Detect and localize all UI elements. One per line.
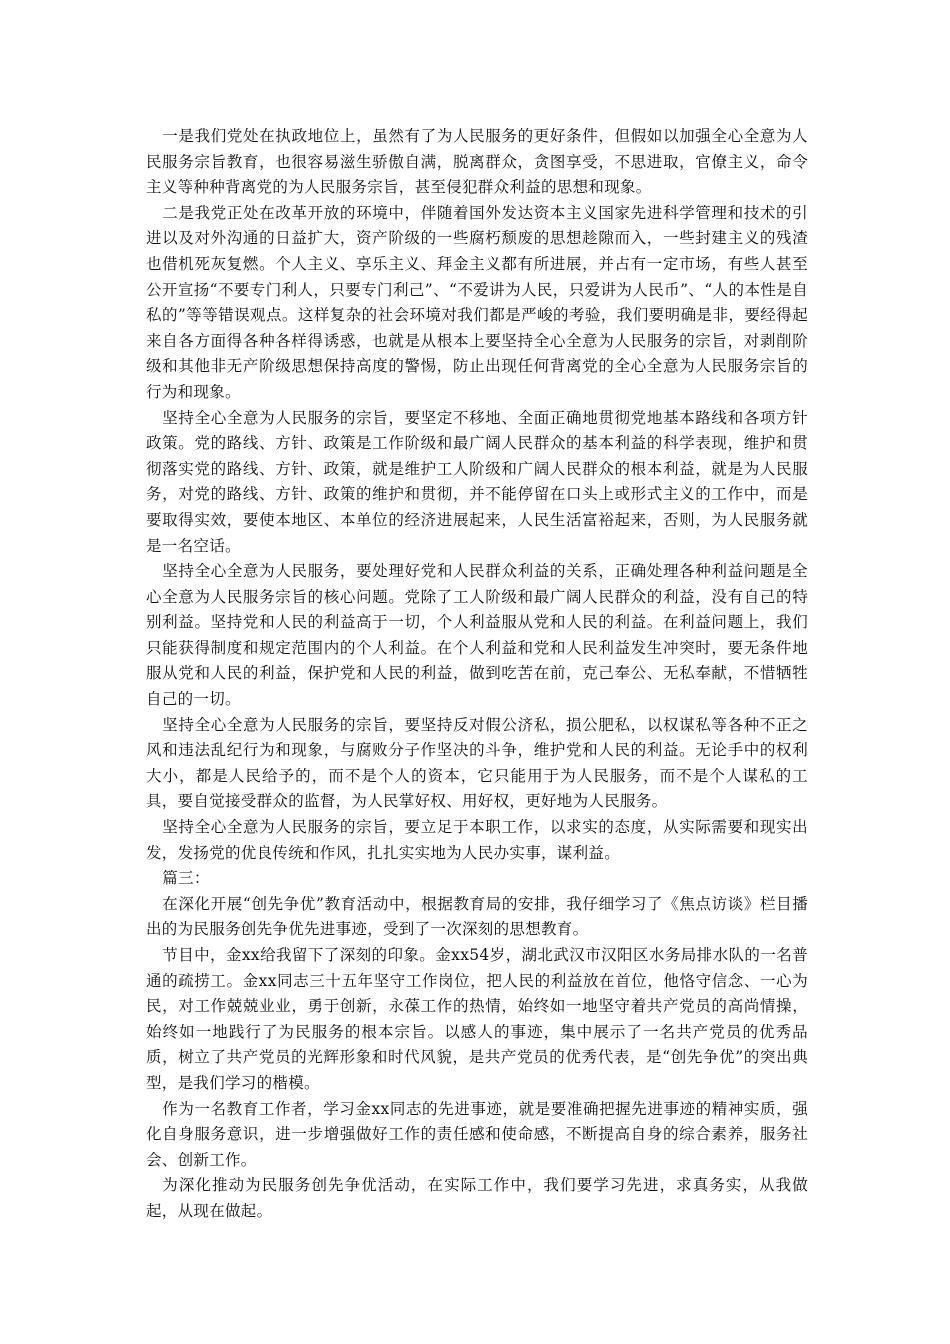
paragraph: 坚持全心全意为人民服务，要处理好党和人民群众利益的关系，正确处理各种利益问题是全心全意为人民服务宗旨的核心问题。党除了工人阶级和最广阔人民群众的利益，没有自己的特别利益。坚持党和人民的利益高于一切，个人利益服从党和人民的利益。在利益问题上，我们只能获得制度和规定范围内的个人利益。在个人利益和党和人民利益发生冲突时，要无条件地服从党和人民的利益，保护党和人民的利益，做到吃苦在前，克己奉公、无私奉献，不惜牺牲自己的一切。 bbox=[146, 562, 808, 709]
paragraph: 作为一名教育工作者，学习金xx同志的先进事迹，就是要准确把握先进事迹的精神实质，强化自身服务意识，进一步增强做好工作的责任感和使命感，不断提高自身的综合素养，服务社会、创新工作。 bbox=[146, 1099, 808, 1169]
paragraph: 在深化开展“创先争优”教育活动中，根据教育局的安排，我仔细学习了《焦点访谈》栏目播出的为民服务创先争优先进事迹，受到了一次深刻的思想教育。 bbox=[146, 894, 808, 939]
paragraph: 坚持全心全意为人民服务的宗旨，要坚持反对假公济私，损公肥私，以权谋私等各种不正之风和违法乱纪行为和现象，与腐败分子作坚决的斗争，维护党和人民的利益。无论手中的权利大小，都是人民给予的，而不是个人的资本，它只能用于为人民服务，而不是个人谋私的工具，要自觉接受群众的监督，为人民掌好权、用好权，更好地为人民服务。 bbox=[146, 715, 808, 811]
section-heading: 篇三： bbox=[162, 869, 210, 888]
paragraph: 为深化推动为民服务创先争优活动，在实际工作中，我们要学习先进，求真务实，从我做起，从现在做起。 bbox=[146, 1176, 808, 1220]
paragraph: 一是我们党处在执政地位上，虽然有了为人民服务的更好条件，但假如以加强全心全意为人民服务宗旨教育，也很容易滋生骄傲自满，脱离群众，贪图享受，不思进取，官僚主义，命令主义等种种背离党的为人民服务宗旨，甚至侵犯群众利益的思想和现象。 bbox=[146, 127, 808, 197]
document-body bbox=[146, 124, 808, 1225]
paragraph: 节目中，金xx给我留下了深刻的印象。金xx54岁，湖北武汉市汉阳区水务局排水队的一名普通的疏捞工。金xx同志三十五年坚守工作岗位，把人民的利益放在首位，他恪守信念、一心为民，对工作兢兢业业，勇于创新，永葆工作的热情，始终如一地坚守着共产党员的高尚情操，始终如一地践行了为民服务的根本宗旨。以感人的事迹，集中展示了一名共产党员的优秀品质，树立了共产党员的光辉形象和时代风貌，是共产党员的优秀代表，是“创先争优”的突出典型，是我们学习的楷模。 bbox=[146, 946, 808, 1092]
paragraph: 坚持全心全意为人民服务的宗旨，要立足于本职工作，以求实的态度，从实际需要和现实出发，发扬党的优良传统和作风，扎扎实实地为人民办实事，谋利益。 bbox=[146, 818, 808, 862]
paragraph: 坚持全心全意为人民服务的宗旨，要坚定不移地、全面正确地贯彻党地基本路线和各项方针政策。党的路线、方针、政策是工作阶级和最广阔人民群众的基本利益的科学表现，维护和贯彻落实党的路线、方针、政策，就是维护工人阶级和广阔人民群众的根本利益，就是为人民服务，对党的路线、方针、政策的维护和贯彻，并不能停留在口头上或形式主义的工作中，而是要取得实效，要使本地区、本单位的经济进展起来，人民生活富裕起来，否则，为人民服务就是一名空话。 bbox=[146, 408, 808, 555]
paragraph: 二是我党正处在改革开放的环境中，伴随着国外发达资本主义国家先进科学管理和技术的引进以及对外沟通的日益扩大，资产阶级的一些腐朽颓废的思想趁隙而入，一些封建主义的残渣也借机死灰复燃。个人主义、享乐主义、拜金主义都有所进展，并占有一定市场，有些人甚至公开宣扬“不要专门利人，只要专门利己”、“不爱讲为人民，只爱讲为人民币”、“人的本性是自私的”等等错误观点。这样复杂的社会环境对我们都是严峻的考验，我们要明确是非，要经得起来自各方面得各种各样得诱惑，也就是从根本上要坚持全心全意为人民服务的宗旨，对剥削阶级和其他非无产阶级思想保持高度的警惕，防止出现任何背离党的全心全意为人民服务宗旨的行为和现象。 bbox=[146, 203, 808, 401]
